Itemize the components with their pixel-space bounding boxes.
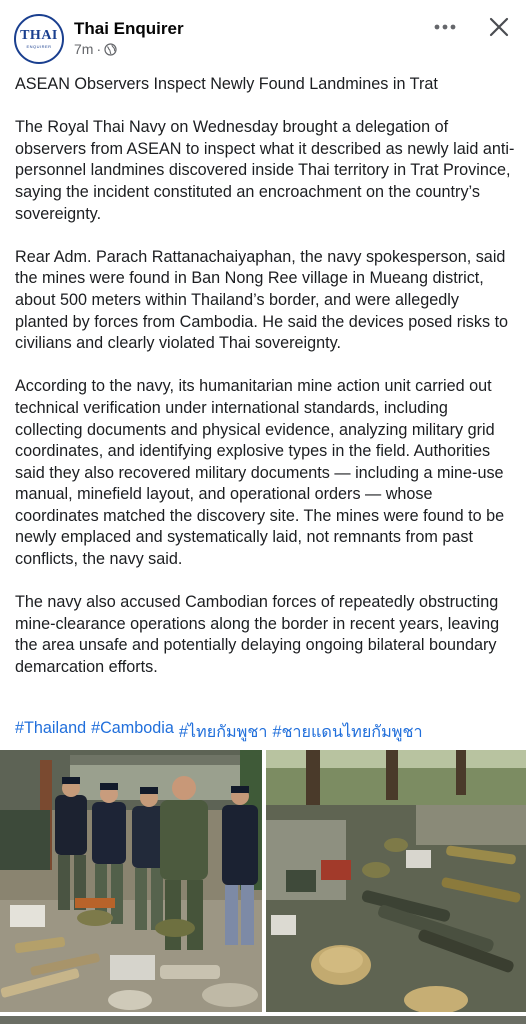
hashtag-list bbox=[15, 719, 423, 745]
photo-officials-inspecting[interactable] bbox=[0, 750, 262, 1012]
more-options-button[interactable] bbox=[430, 15, 460, 39]
meta-separator: · bbox=[96, 41, 102, 57]
hashtag-link[interactable]: #Thailand bbox=[15, 719, 87, 737]
post-paragraph: The Royal Thai Navy on Wednesday brought a delegation of observers from ASEAN to inspect what it described as newly laid anti-personnel landmines discovered inside Thai territory in Trat Province, saying the incident constituted an encroachment on the country’s sovereignty. bbox=[15, 118, 515, 223]
hashtag-link[interactable]: #ชายแดนไทยกัมพูชา bbox=[272, 723, 423, 741]
logo-text: THAI bbox=[20, 28, 58, 43]
logo-subtext: ENQUIRER bbox=[26, 44, 52, 49]
more-horizontal-icon bbox=[433, 23, 457, 31]
globe-icon bbox=[104, 43, 117, 56]
page-avatar[interactable] bbox=[14, 14, 64, 64]
post-header bbox=[0, 0, 526, 70]
photo-grid bbox=[0, 750, 526, 1024]
hashtag-link[interactable]: #ไทยกัมพูชา bbox=[178, 723, 268, 741]
post-paragraph: Rear Adm. Parach Rattanachaiyaphan, the navy spokesperson, said the mines were found in Ban Nong Ree village in Mueang district, about 500 meters within Thailand’s border, and were allegedly planted by forces from Cambodia. He said the devices posed risks to civilians and clearly violated Thai sovereignty. bbox=[15, 247, 509, 353]
post-headline: ASEAN Observers Inspect Newly Found Landmines in Trat bbox=[15, 75, 438, 93]
page-name-link[interactable]: Thai Enquirer bbox=[74, 19, 184, 38]
post-meta bbox=[74, 41, 117, 57]
post-paragraph: The navy also accused Cambodian forces of repeatedly obstructing mine-clearance operations along the border in recent years, leaving the area unsafe and potentially delaying ongoing bilateral boundary demarcation efforts. bbox=[15, 593, 500, 677]
photo-recovered-ordnance[interactable] bbox=[266, 750, 526, 1012]
close-button[interactable] bbox=[484, 12, 514, 42]
hashtag-link[interactable]: #Cambodia bbox=[91, 719, 174, 737]
post-time[interactable]: 7m bbox=[74, 41, 94, 57]
photo-grid-next-row bbox=[0, 1016, 526, 1024]
post-paragraph: According to the navy, its humanitarian mine action unit carried out technical verification under international standards, including collecting documents and physical evidence, analyzing military grid coordinates, and identifying explosive types in the field. Authorities said they also recovered military documents — including a mine-use manual, minefield layout, and operational orders — whose coordinates matched the discovery site. The mines were found to be newly emplaced and systematically laid, not remnants from past conflicts, the navy said. bbox=[15, 377, 505, 569]
close-icon bbox=[489, 17, 509, 37]
post-body bbox=[15, 74, 515, 700]
